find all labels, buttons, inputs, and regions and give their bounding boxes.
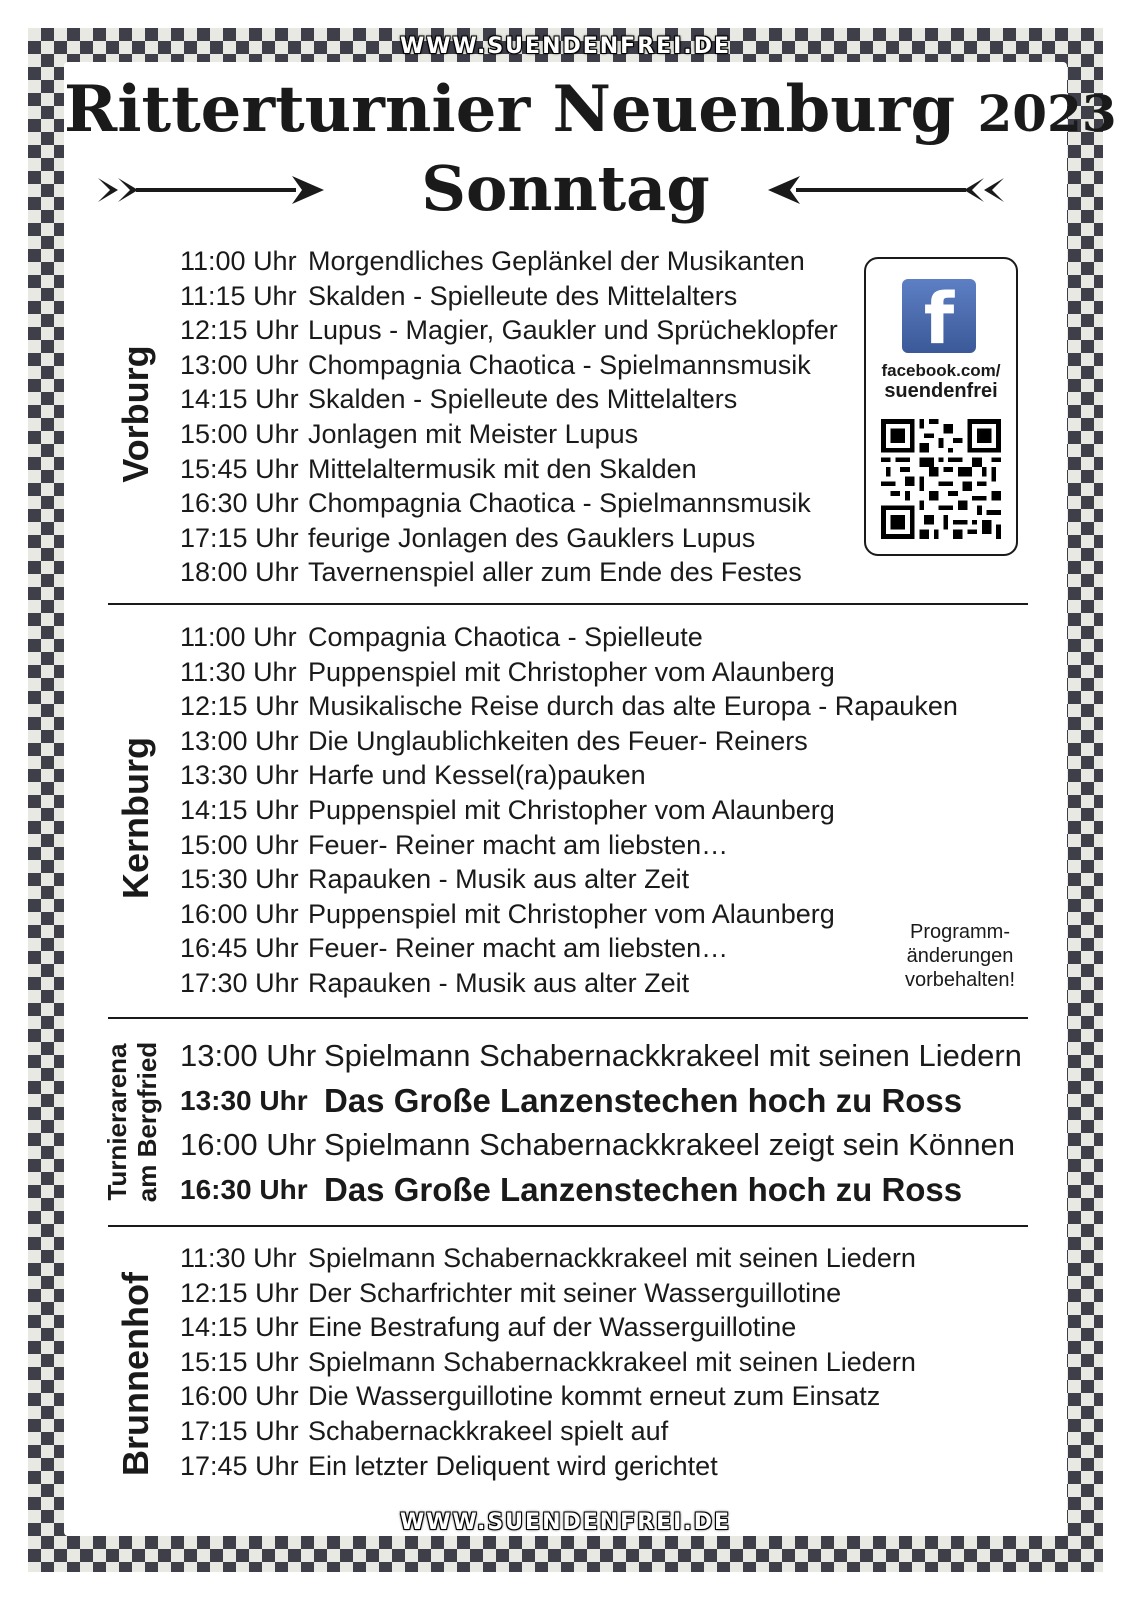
schedule-row — [180, 828, 958, 863]
event-time: 12:15 Uhr — [180, 315, 299, 346]
event-title: Feuer- Reiner macht am liebsten… — [308, 933, 729, 964]
schedule-row — [180, 1241, 916, 1276]
event-time: 16:00 Uhr — [180, 1381, 299, 1412]
schedule-row — [180, 348, 838, 383]
schedule-row — [180, 862, 958, 897]
event-time: 11:00 Uhr — [180, 622, 297, 652]
event-title: Chompagnia Chaotica - Spielmannsmusik — [308, 349, 811, 380]
event-time: 15:15 Uhr — [180, 1346, 299, 1377]
event-time: 16:30 Uhr — [180, 488, 299, 519]
poster-title — [64, 72, 1117, 147]
section-label-line: Turnierarena — [102, 1043, 132, 1201]
schedule-row — [180, 689, 958, 724]
event-time: 13:00 Uhr — [180, 725, 299, 756]
event-title: Compagnia Chaotica - Spielleute — [308, 622, 703, 652]
event-title: Skalden - Spielleute des Mittelalters — [308, 280, 738, 311]
event-time: 14:15 Uhr — [180, 384, 299, 415]
event-title: Harfe und Kessel(ra)pauken — [308, 760, 646, 791]
facebook-qr-box[interactable] — [864, 257, 1018, 556]
schedule-row — [180, 1414, 916, 1449]
note-line: änderungen — [906, 945, 1014, 967]
schedule-row — [180, 1123, 1022, 1168]
section-label-kernburg: Kernburg — [115, 737, 156, 899]
schedule-row — [180, 1034, 1022, 1079]
schedule-row — [180, 382, 838, 417]
event-time: 17:30 Uhr — [180, 967, 299, 998]
schedule-turnierarena — [180, 1034, 1022, 1212]
event-title: Musikalische Reise durch das alte Europa - Rapauken — [308, 691, 958, 722]
event-title: Chompagnia Chaotica - Spielmannsmusik — [308, 488, 811, 519]
schedule-row — [180, 1345, 916, 1380]
schedule-row — [180, 966, 958, 1001]
schedule-row — [180, 897, 958, 932]
event-title: Tavernenspiel aller zum Ende des Festes — [308, 557, 802, 588]
schedule-brunnenhof — [180, 1241, 916, 1483]
schedule-row — [180, 244, 838, 279]
section-label-vorburg: Vorburg — [115, 345, 156, 483]
facebook-url[interactable]: facebook.com/ — [881, 361, 1001, 380]
event-title: Eine Bestrafung auf der Wasserguillotine — [308, 1312, 797, 1343]
schedule-row — [180, 758, 958, 793]
event-title: Skalden - Spielleute des Mittelalters — [308, 384, 738, 415]
section-label-turnierarena — [102, 1012, 166, 1232]
event-title: feurige Jonlagen des Gauklers Lupus — [308, 522, 756, 553]
event-time: 13:00 Uhr — [180, 349, 299, 380]
event-title: Die Unglaublichkeiten des Feuer- Reiners — [308, 725, 808, 756]
event-time: 17:15 Uhr — [180, 522, 299, 553]
event-time: 16:00 Uhr — [180, 1127, 317, 1162]
schedule-row — [180, 620, 958, 655]
event-time: 14:15 Uhr — [180, 1312, 299, 1343]
qr-code-icon[interactable] — [881, 419, 1001, 539]
schedule-row — [180, 313, 838, 348]
event-title: Rapauken - Musik aus alter Zeit — [308, 864, 690, 895]
schedule-kernburg — [180, 620, 958, 1001]
schedule-row — [180, 555, 838, 590]
schedule-row — [180, 793, 958, 828]
section-divider — [108, 603, 1028, 605]
section-divider — [108, 1225, 1028, 1227]
schedule-row — [180, 452, 838, 487]
event-title: Morgendliches Geplänkel der Musikanten — [308, 246, 805, 276]
event-time: 16:45 Uhr — [180, 933, 299, 964]
event-time: 17:45 Uhr — [180, 1450, 299, 1481]
event-title: Das Große Lanzenstechen hoch zu Ross — [324, 1170, 963, 1208]
note-line: vorbehalten! — [904, 969, 1016, 991]
event-title: Puppenspiel mit Christopher vom Alaunberg — [308, 656, 835, 687]
schedule-row — [180, 279, 838, 314]
event-title: Feuer- Reiner macht am liebsten… — [308, 829, 729, 860]
event-time: 15:30 Uhr — [180, 864, 299, 895]
schedule-row — [180, 521, 838, 556]
event-title: Spielmann Schabernackkrakeel mit seinen Liedern — [324, 1038, 1022, 1073]
event-time: 18:00 Uhr — [180, 557, 299, 588]
schedule-row — [180, 486, 838, 521]
schedule-row — [180, 1276, 916, 1311]
facebook-logo-icon[interactable]: f — [902, 279, 976, 353]
event-title: Puppenspiel mit Christopher vom Alaunberg — [308, 898, 835, 929]
event-time: 11:30 Uhr — [180, 1243, 297, 1273]
event-time: 12:15 Uhr — [180, 691, 299, 722]
event-time: 15:00 Uhr — [180, 829, 299, 860]
schedule-row-highlight — [180, 1168, 1022, 1213]
schedule-row — [180, 931, 958, 966]
website-url-top[interactable]: WWW.SUENDENFREI.DE — [399, 34, 732, 59]
event-time: 15:45 Uhr — [180, 453, 299, 484]
event-time: 14:15 Uhr — [180, 794, 299, 825]
note-line: Programm- — [909, 921, 1010, 943]
event-title: Ein letzter Deliquent wird gerichtet — [308, 1450, 718, 1481]
event-time: 11:15 Uhr — [180, 280, 297, 311]
poster-subtitle: Sonntag — [421, 152, 710, 225]
event-time: 13:30 Uhr — [180, 1084, 308, 1116]
schedule-row — [180, 655, 958, 690]
event-time: 11:30 Uhr — [180, 656, 297, 687]
event-title: Die Wasserguillotine kommt erneut zum Einsatz — [308, 1381, 881, 1412]
event-title: Der Scharfrichter mit seiner Wasserguillotine — [308, 1277, 842, 1308]
event-title: Spielmann Schabernackkrakeel mit seinen Liedern — [308, 1243, 916, 1273]
event-title: Schabernackkrakeel spielt auf — [308, 1415, 669, 1446]
section-divider — [108, 1017, 1028, 1019]
event-title: Puppenspiel mit Christopher vom Alaunberg — [308, 794, 835, 825]
event-time: 16:30 Uhr — [180, 1173, 308, 1205]
event-time: 12:15 Uhr — [180, 1277, 299, 1308]
event-time: 17:15 Uhr — [180, 1415, 299, 1446]
schedule-row — [180, 417, 838, 452]
schedule-vorburg — [180, 244, 838, 590]
event-title: Rapauken - Musik aus alter Zeit — [308, 967, 690, 998]
schedule-row — [180, 724, 958, 759]
event-title: Spielmann Schabernackkrakeel zeigt sein Können — [324, 1127, 1016, 1162]
arrow-left-icon — [766, 170, 1006, 210]
event-time: 16:00 Uhr — [180, 898, 299, 929]
event-time: 15:00 Uhr — [180, 418, 299, 449]
website-url-bottom[interactable]: WWW.SUENDENFREI.DE — [399, 1510, 732, 1535]
schedule-row — [180, 1379, 916, 1414]
schedule-row — [180, 1310, 916, 1345]
title-year: 2023 — [977, 84, 1117, 143]
event-title: Das Große Lanzenstechen hoch zu Ross — [324, 1081, 963, 1119]
section-label-line: am Bergfried — [132, 1041, 162, 1203]
event-title: Jonlagen mit Meister Lupus — [308, 418, 639, 449]
facebook-page-name[interactable]: suendenfrei — [884, 380, 998, 402]
program-change-note — [880, 920, 1040, 992]
event-time: 11:00 Uhr — [180, 246, 297, 276]
schedule-row — [180, 1449, 916, 1484]
event-time: 13:00 Uhr — [180, 1038, 317, 1073]
title-text: Ritterturnier Neuenburg — [64, 72, 956, 147]
event-title: Spielmann Schabernackkrakeel mit seinen Liedern — [308, 1346, 916, 1377]
schedule-row-highlight — [180, 1079, 1022, 1124]
section-label-brunnenhof: Brunnenhof — [115, 1272, 156, 1476]
event-time: 13:30 Uhr — [180, 760, 299, 791]
event-title: Mittelaltermusik mit den Skalden — [308, 453, 697, 484]
event-title: Lupus - Magier, Gaukler und Sprücheklopfer — [308, 315, 838, 346]
